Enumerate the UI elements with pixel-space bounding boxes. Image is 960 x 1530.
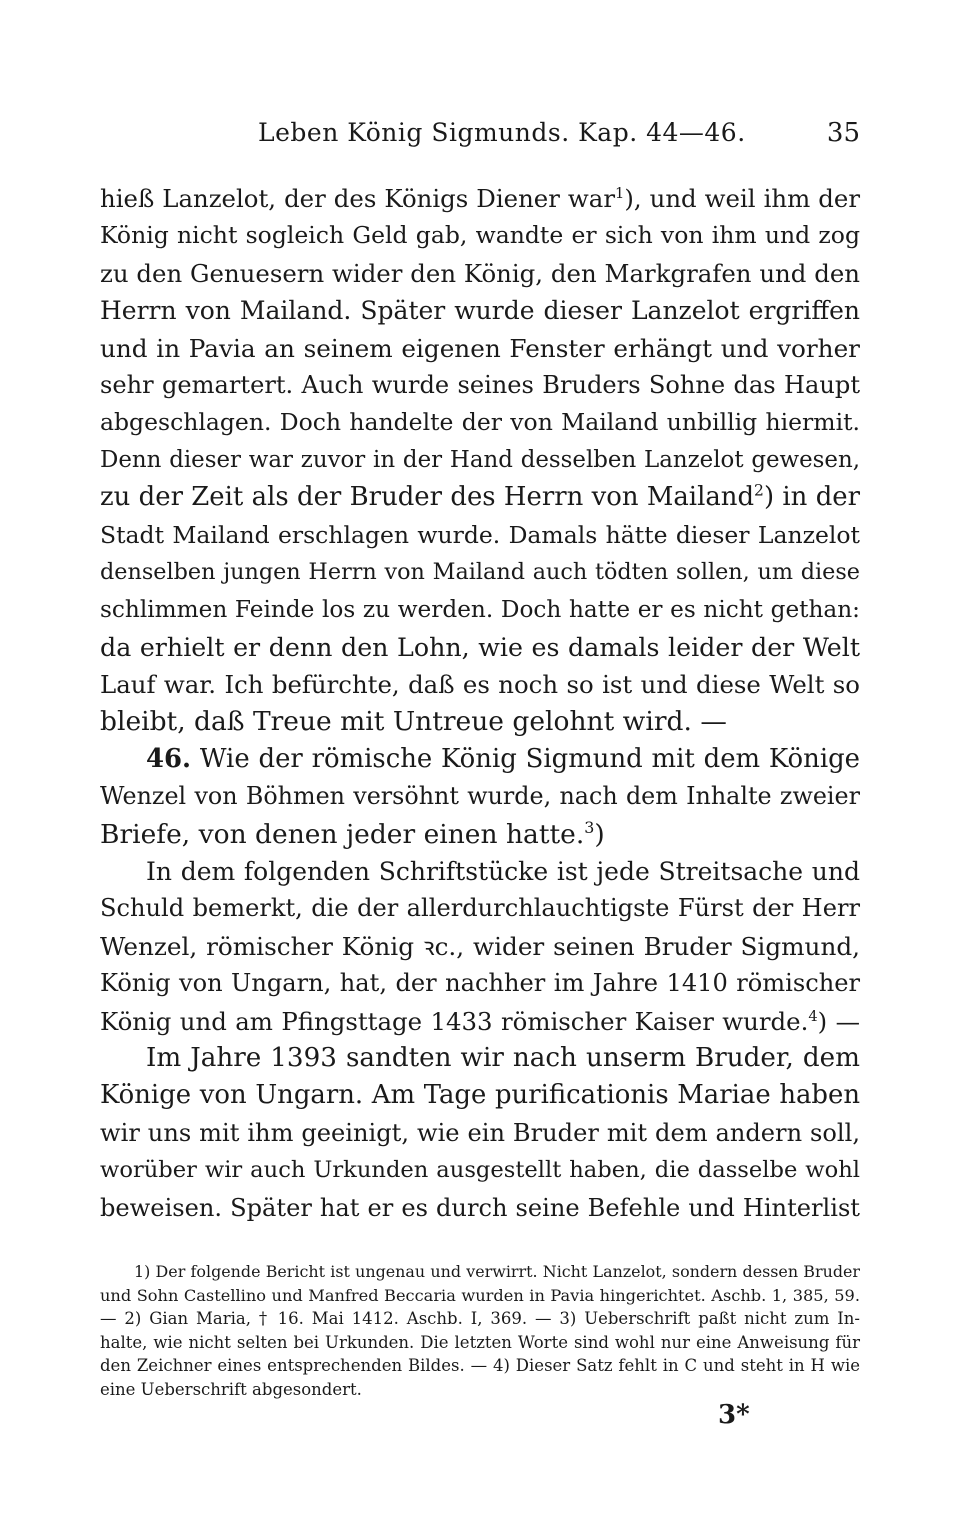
footnote-line: und Sohn Castellino und Manfred Beccaria wurden in Pavia hingerichtet. Aschb. 1, 385, 59.: [100, 1285, 860, 1305]
text-line: worüber wir auch Urkunden ausgestellt haben, die dasselbe wohl: [100, 1157, 860, 1184]
footnote-ref: 3: [584, 817, 595, 837]
footnote-line: halte, wie nicht selten bei Urkunden. Die letzten Worte sind wohl nur eine Anweisung für: [100, 1332, 860, 1352]
text-line: zu den Genuesern wider den König, den Markgrafen und den: [100, 258, 860, 288]
text-line: Herrn von Mailand. Später wurde dieser Lanzelot ergriffen: [100, 296, 860, 326]
footnote-ref: 1: [615, 184, 625, 202]
text-line: schlimmen Feinde los zu werden. Doch hatte er es nicht gethan:: [100, 596, 860, 624]
signature-mark: 3*: [718, 1400, 750, 1430]
text-line: und in Pavia an seinem eigenen Fenster erhängt und vorher: [100, 333, 860, 363]
main-text: [100, 180, 860, 1227]
text-line: sehr gemartert. Auch wurde seines Bruders Sohne das Haupt: [100, 370, 860, 399]
page-number: 35: [826, 118, 860, 148]
text-line: König nicht sogleich Geld gab, wandte er sich von ihm und zog: [100, 221, 860, 250]
text-line: Im Jahre 1393 sandten wir nach unserm Bruder, dem: [146, 1042, 860, 1073]
text-line: König von Ungarn, hat, der nachher im Jahre 1410 römischer: [100, 969, 860, 998]
footnote-line: 1) Der folgende Bericht ist ungenau und verwirrt. Nicht Lanzelot, sondern dessen Bruder: [134, 1262, 860, 1281]
text-line: abgeschlagen. Doch handelte der von Mailand unbillig hiermit.: [100, 408, 860, 437]
footnote-ref: 2: [754, 481, 764, 500]
text-line: Lauf war. Ich befürchte, daß es noch so ist und diese Welt so: [100, 670, 860, 700]
text-line: wir uns mit ihm geeinigt, wie ein Bruder mit dem andern soll,: [100, 1118, 860, 1147]
text-line: zu der Zeit als der Bruder des Herrn von Mailand$^2$) in der: [100, 481, 860, 513]
footnote-line: den Zeichner eines entsprechenden Bildes. — 4) Dieser Satz fehlt in C und steht in H wie: [100, 1356, 860, 1375]
footnote-line: eine Ueberschrift abgesondert.: [100, 1379, 362, 1399]
section-heading-line: 46. Wie der römische König Sigmund mit dem Könige: [146, 743, 860, 774]
section-number: 46.: [146, 743, 192, 774]
text-line: da erhielt er denn den Lohn, wie es damals leider der Welt: [100, 632, 860, 662]
text-line: Stadt Mailand erschlagen wurde. Damals hätte dieser Lanzelot: [100, 520, 860, 549]
text-line: bleibt, daß Treue mit Untreue gelohnt wird. —: [100, 706, 727, 738]
text-line: König und am Pfingsttage 1433 römischer Kaiser wurde.$^4$) —: [100, 1006, 860, 1036]
text-line: denselben jungen Herrn von Mailand auch tödten sollen, um diese: [100, 558, 860, 585]
text-line: Könige von Ungarn. Am Tage purificationis Mariae haben: [100, 1080, 860, 1111]
text-line: Schuld bemerkt, die der allerdurchlauchtigste Fürst der Herr: [100, 894, 860, 923]
footnote-ref: 4: [808, 1007, 818, 1025]
section-heading-line: Briefe, von denen jeder einen hatte.$^3$): [100, 817, 605, 850]
page-header: [100, 118, 860, 158]
section-heading-line: Wenzel von Böhmen versöhnt wurde, nach dem Inhalte zweier: [100, 782, 860, 811]
footnote-line: — 2) Gian Maria, † 16. Mai 1412. Aschb. I, 369. — 3) Ueberschrift paßt nicht zum In-: [100, 1309, 860, 1328]
text-line: Denn dieser war zuvor in der Hand desselben Lanzelot gewesen,: [100, 446, 860, 473]
text-line: hieß Lanzelot, der des Königs Diener war$^1$), und weil ihm der: [100, 184, 860, 213]
text-line: In dem folgenden Schriftstücke ist jede Streitsache und: [146, 857, 860, 887]
footnotes: [100, 1260, 860, 1401]
text-line: Wenzel, römischer König ꝛc., wider seinen Bruder Sigmund,: [100, 931, 860, 961]
running-head: Leben König Sigmunds. Kap. 44—46.: [258, 118, 746, 147]
text-line: beweisen. Später hat er es durch seine Befehle und Hinterlist: [100, 1193, 860, 1222]
